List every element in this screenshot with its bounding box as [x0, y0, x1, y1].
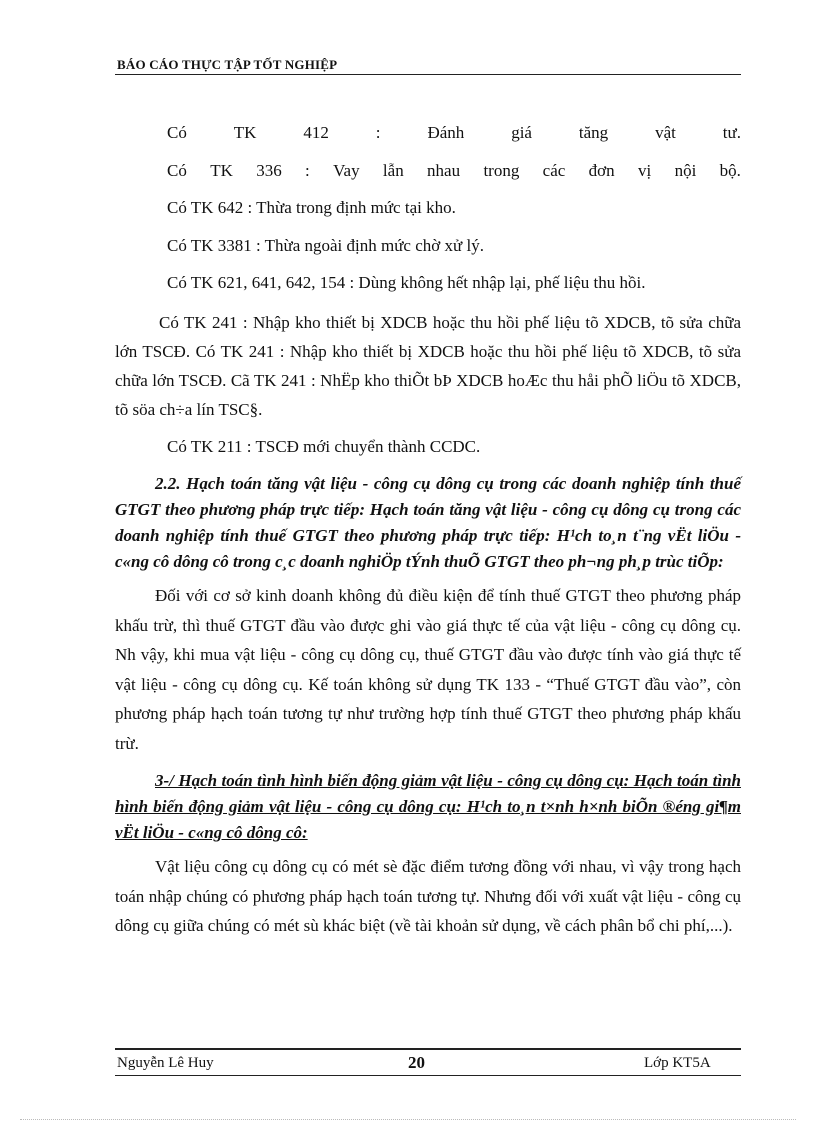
entry-tk412: Có TK 412 : Đánh giá tăng vật tư. — [167, 123, 741, 142]
page-edge-dots — [20, 1119, 796, 1120]
header-title: BÁO CÁO THỰC TẬP TỐT NGHIỆP — [117, 57, 338, 72]
entry-tk642: Có TK 642 : Thừa trong định mức tại kho. — [167, 198, 456, 217]
section-3-body: Vật liệu công cụ dông cụ có mét sè đặc điểm tương đồng với nhau, vì vậy trong hạch toán nhập chúng có phương pháp hạch toán tương tự. Nhưng đối với xuất vật liệu - công cụ dông cụ giữa chúng có mét sù khác biệt (về tài khoản sử dụng, về cách phân bổ chi phí,...). — [115, 857, 741, 935]
footer-author: Nguyễn Lê Huy — [117, 1055, 214, 1071]
footer-rule-top — [115, 1048, 741, 1050]
header-rule — [115, 74, 741, 75]
section-2-2-body: Đối với cơ sở kinh doanh không đủ điều kiện để tính thuế GTGT theo phương pháp khấu trừ, thì thuế GTGT đầu vào được ghi vào giá thực tế của vật liệu - công cụ dông cụ. Nh vậy, khi mua vật liệu - công cụ dông cụ, thuế GTGT đầu vào được tính vào giá thực tế vật liệu - công cụ dông cụ. Kế toán không sử dụng TK 133 - “Thuế GTGT đầu vào”, còn phương pháp hạch toán tương tự như trường hợp tính thuế GTGT theo phương pháp khấu trừ. — [115, 586, 741, 753]
entry-tk336: Có TK 336 : Vay lẫn nhau trong các đơn vị nội bộ. — [167, 160, 741, 180]
entry-tk3381: Có TK 3381 : Thừa ngoài định mức chờ xử lý. — [167, 235, 484, 255]
footer-class: Lớp KT5A — [644, 1055, 711, 1071]
section-2-2-heading: 2.2. Hạch toán tăng vật liệu - công cụ dông cụ trong các doanh nghiệp tính thuế GTGT theo phương pháp trực tiếp: Hạch toán tăng vật liệu - công cụ dông cụ trong các doanh nghiệp tính thuế GTGT theo phương pháp trực tiếp: H¹ch to¸n t¨ng vËt liÖu - c«ng cô dông cô trong c¸c doanh nghiÖp tÝnh thuÕ GTGT theo ph¬ng ph¸p trùc tiÕp: — [115, 474, 741, 571]
entry-tk621: Có TK 621, 641, 642, 154 : Dùng không hết nhập lại, phế liệu thu hồi. — [167, 273, 646, 292]
section-3-heading: 3-/ Hạch toán tình hình biến động giảm vật liệu - công cụ dông cụ: Hạch toán tình hình biến động giảm vật liệu - công cụ dông cụ: H¹ch to¸n t×nh h×nh biÕn ®éng gi¶m vËt liÖu - c«ng cô dông cô: — [115, 771, 741, 842]
footer-rule-bottom — [115, 1075, 741, 1076]
page-number: 20 — [408, 1053, 425, 1072]
entry-tk241: Có TK 241 : Nhập kho thiết bị XDCB hoặc thu hồi phế liệu tõ XDCB, tõ sửa chữa lớn TSCĐ. Có TK 241 : Nhập kho thiết bị XDCB hoặc thu hồi phế liệu tõ XDCB, tõ sửa chữa lớn TSCĐ. Cã TK 241 : NhËp kho thiÕt bÞ XDCB hoÆc thu håi phÕ liÖu tõ XDCB, tõ söa ch÷a lín TSC§. — [115, 312, 741, 419]
page-content — [115, 118, 741, 941]
entry-tk211: Có TK 211 : TSCĐ mới chuyển thành CCDC. — [167, 436, 481, 456]
